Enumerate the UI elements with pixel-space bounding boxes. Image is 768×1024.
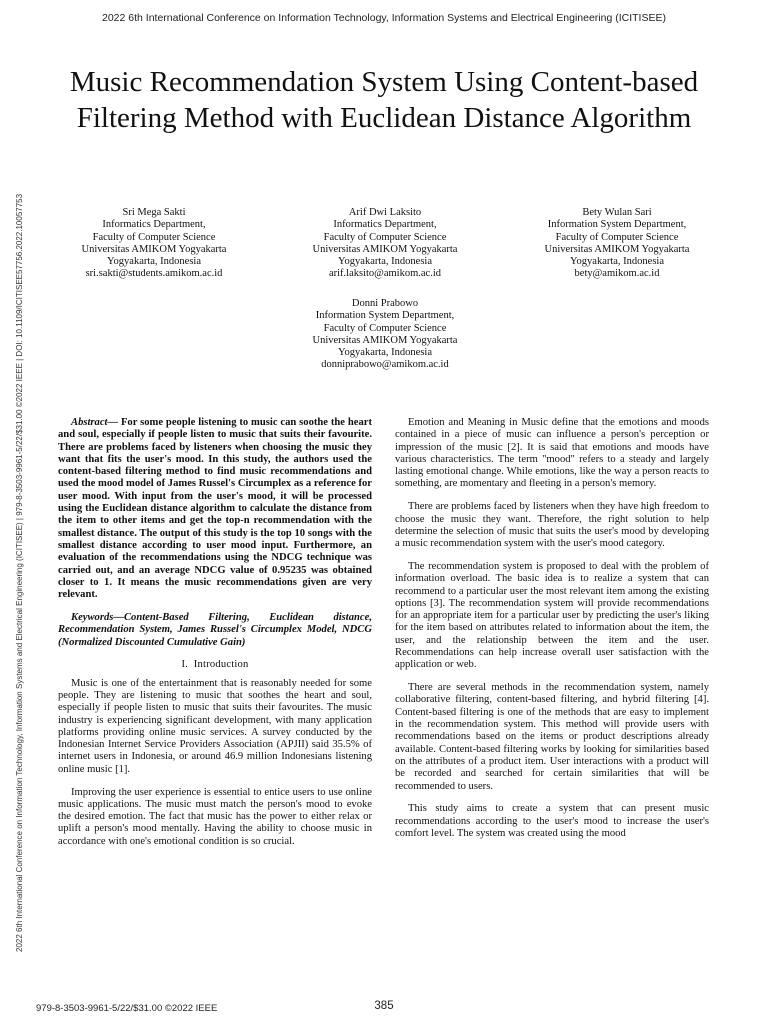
- author-block-4: [285, 298, 485, 372]
- author-block-3: [517, 207, 717, 281]
- paragraph: There are problems faced by listeners when they have high freedom to choose the music they want. Therefore, the right solution to help determine the selection of music that suits the user's mood by developing a music recommendation system with the user's mood category.: [395, 501, 709, 550]
- author-faculty: Faculty of Computer Science: [323, 322, 447, 334]
- paper-title: Music Recommendation System Using Content-based Filtering Method with Euclidean Distance Algorithm: [69, 66, 699, 134]
- author-location: Yogyakarta, Indonesia: [570, 256, 664, 268]
- keywords: Keywords—Content-Based Filtering, Euclidean distance, Recommendation System, James Russel's Circumplex Model, NDCG (Normalized Discounted Cumulative Gain): [58, 611, 372, 648]
- paragraph: Emotion and Meaning in Music define that the emotions and moods contained in a piece of music can influence a person's perception or impression of the music [2]. It is said that emotions and moods have various characteristics. The term "mood" refers to a steady and largely lasting emotional change. While emotions, like the way a person reacts to something, are momentary and fleeting in a person's memory.: [395, 417, 709, 490]
- author-name: Donni Prabowo: [351, 298, 419, 309]
- author-location: Yogyakarta, Indonesia: [107, 256, 201, 268]
- author-faculty: Faculty of Computer Science: [323, 231, 447, 243]
- conference-header: 2022 6th International Conference on Information Technology, Information Systems and Electrical Engineering (ICITISEE): [101, 12, 666, 24]
- abstract-lead: Abstract—: [71, 417, 119, 428]
- author-faculty: Faculty of Computer Science: [92, 231, 216, 243]
- author-dept: Informatics Department,: [333, 219, 437, 231]
- author-faculty: Faculty of Computer Science: [555, 231, 679, 243]
- section-title: Introduction: [193, 659, 249, 671]
- author-dept: Informatics Department,: [102, 219, 206, 231]
- paragraph: Music is one of the entertainment that is reasonably needed for some people. They are listening to music that soothes the heart and soul, especially if people listen to music that suits their favourites. The music industry is experiencing significant development, with many application platforms providing online music services. A survey conducted by the Indonesian Internet Service Providers Association (APJII) said 35.5% of internet users in Indonesia, or around 46.9 million Indonesians listening online music [1].: [58, 677, 372, 775]
- left-column: [58, 417, 372, 859]
- author-block-1: [54, 207, 254, 281]
- abstract-text: For some people listening to music can soothe the heart and soul, especially if people listen to music that suits their favourite. There are problems faced by listeners when choosing the music they want that fits the user's mood. In this study, the authors used the content-based filtering method to find music recommendations and used the mood model of James Russel's Circumplex as a reference for user mood. With input from the user's mood, it will be processed using the Euclidean distance algorithm to calculate the distance from the item to other items and get the top-n recommendation with the smallest distance. The output of this study is the top 10 songs with the smallest distance according to user mood input. Furthermore, an evaluation of the recommendations using the NDCG technique was carried out, and an average NDCG value of 0.95235 was obtained closer to 1. It means the music recommendations given are very relevant.: [58, 417, 372, 601]
- right-column: [395, 417, 709, 851]
- author-univ: Universitas AMIKOM Yogyakarta: [312, 334, 458, 346]
- author-name: Arif Dwi Laksito: [348, 207, 422, 218]
- abstract: [58, 417, 372, 601]
- section-number: I.: [181, 659, 189, 671]
- author-dept: Information System Department,: [547, 219, 687, 231]
- author-univ: Universitas AMIKOM Yogyakarta: [81, 243, 227, 255]
- author-dept: Information System Department,: [315, 310, 455, 322]
- author-block-2: [285, 207, 485, 281]
- page-number: 385: [374, 1000, 394, 1012]
- author-univ: Universitas AMIKOM Yogyakarta: [544, 243, 690, 255]
- author-email: bety@amikom.ac.id: [574, 268, 660, 280]
- author-email: arif.laksito@amikom.ac.id: [328, 268, 441, 280]
- author-location: Yogyakarta, Indonesia: [338, 347, 432, 359]
- author-univ: Universitas AMIKOM Yogyakarta: [312, 243, 458, 255]
- author-name: Bety Wulan Sari: [582, 207, 652, 218]
- section-heading-introduction: [58, 659, 372, 671]
- footer-isbn: 979-8-3503-9961-5/22/$31.00 ©2022 IEEE: [36, 1003, 218, 1014]
- side-metadata-strip: 2022 6th International Conference on Information Technology, Information Systems and Electrical Engineering (ICITISEE) | 979-8-3503-9961-5/22/$31.00 ©2022 IEEE | DOI: 10.1109/ICITISEE57756.2022.10057753: [15, 193, 24, 952]
- paragraph: This study aims to create a system that can present music recommendations according to the user's mood to increase the user's comfort level. The system was created using the mood: [395, 803, 709, 839]
- author-location: Yogyakarta, Indonesia: [338, 256, 432, 268]
- author-email: donniprabowo@amikom.ac.id: [321, 359, 449, 371]
- author-email: sri.sakti@students.amikom.ac.id: [85, 268, 223, 280]
- paragraph: There are several methods in the recommendation system, namely collaborative filtering, content-based filtering, and hybrid filtering [4]. Content-based filtering is one of the methods that are easy to implement in the recommendation system. This method will provide users with recommendations based on the items or product descriptions already available. Content-based filtering works by looking for similarities based on the attributes of a product item. User interactions with a product will be recorded and searched for certain similarities that will be recommended to users.: [395, 682, 709, 792]
- author-name: Sri Mega Sakti: [122, 207, 186, 218]
- paragraph: The recommendation system is proposed to deal with the problem of information overload. The basic idea is to realize a system that can recommend to a particular user the most relevant item among the existing options [3]. The recommendation system will provide recommendations for an appropriate item for a particular user by predicting the user's liking for the item based on attributes related to information about the item, the user, and the relationship between the item and the user. Recommendations can help increase overall user satisfaction with the application or web.: [395, 560, 709, 671]
- paragraph: Improving the user experience is essential to entice users to use online music applications. The music must match the person's mood to evoke the desired emotion. The fact that music has the power to either relax or uplift a person's mood mentally. Having the ability to choose music in accordance with one's emotional condition is so crucial.: [58, 786, 372, 847]
